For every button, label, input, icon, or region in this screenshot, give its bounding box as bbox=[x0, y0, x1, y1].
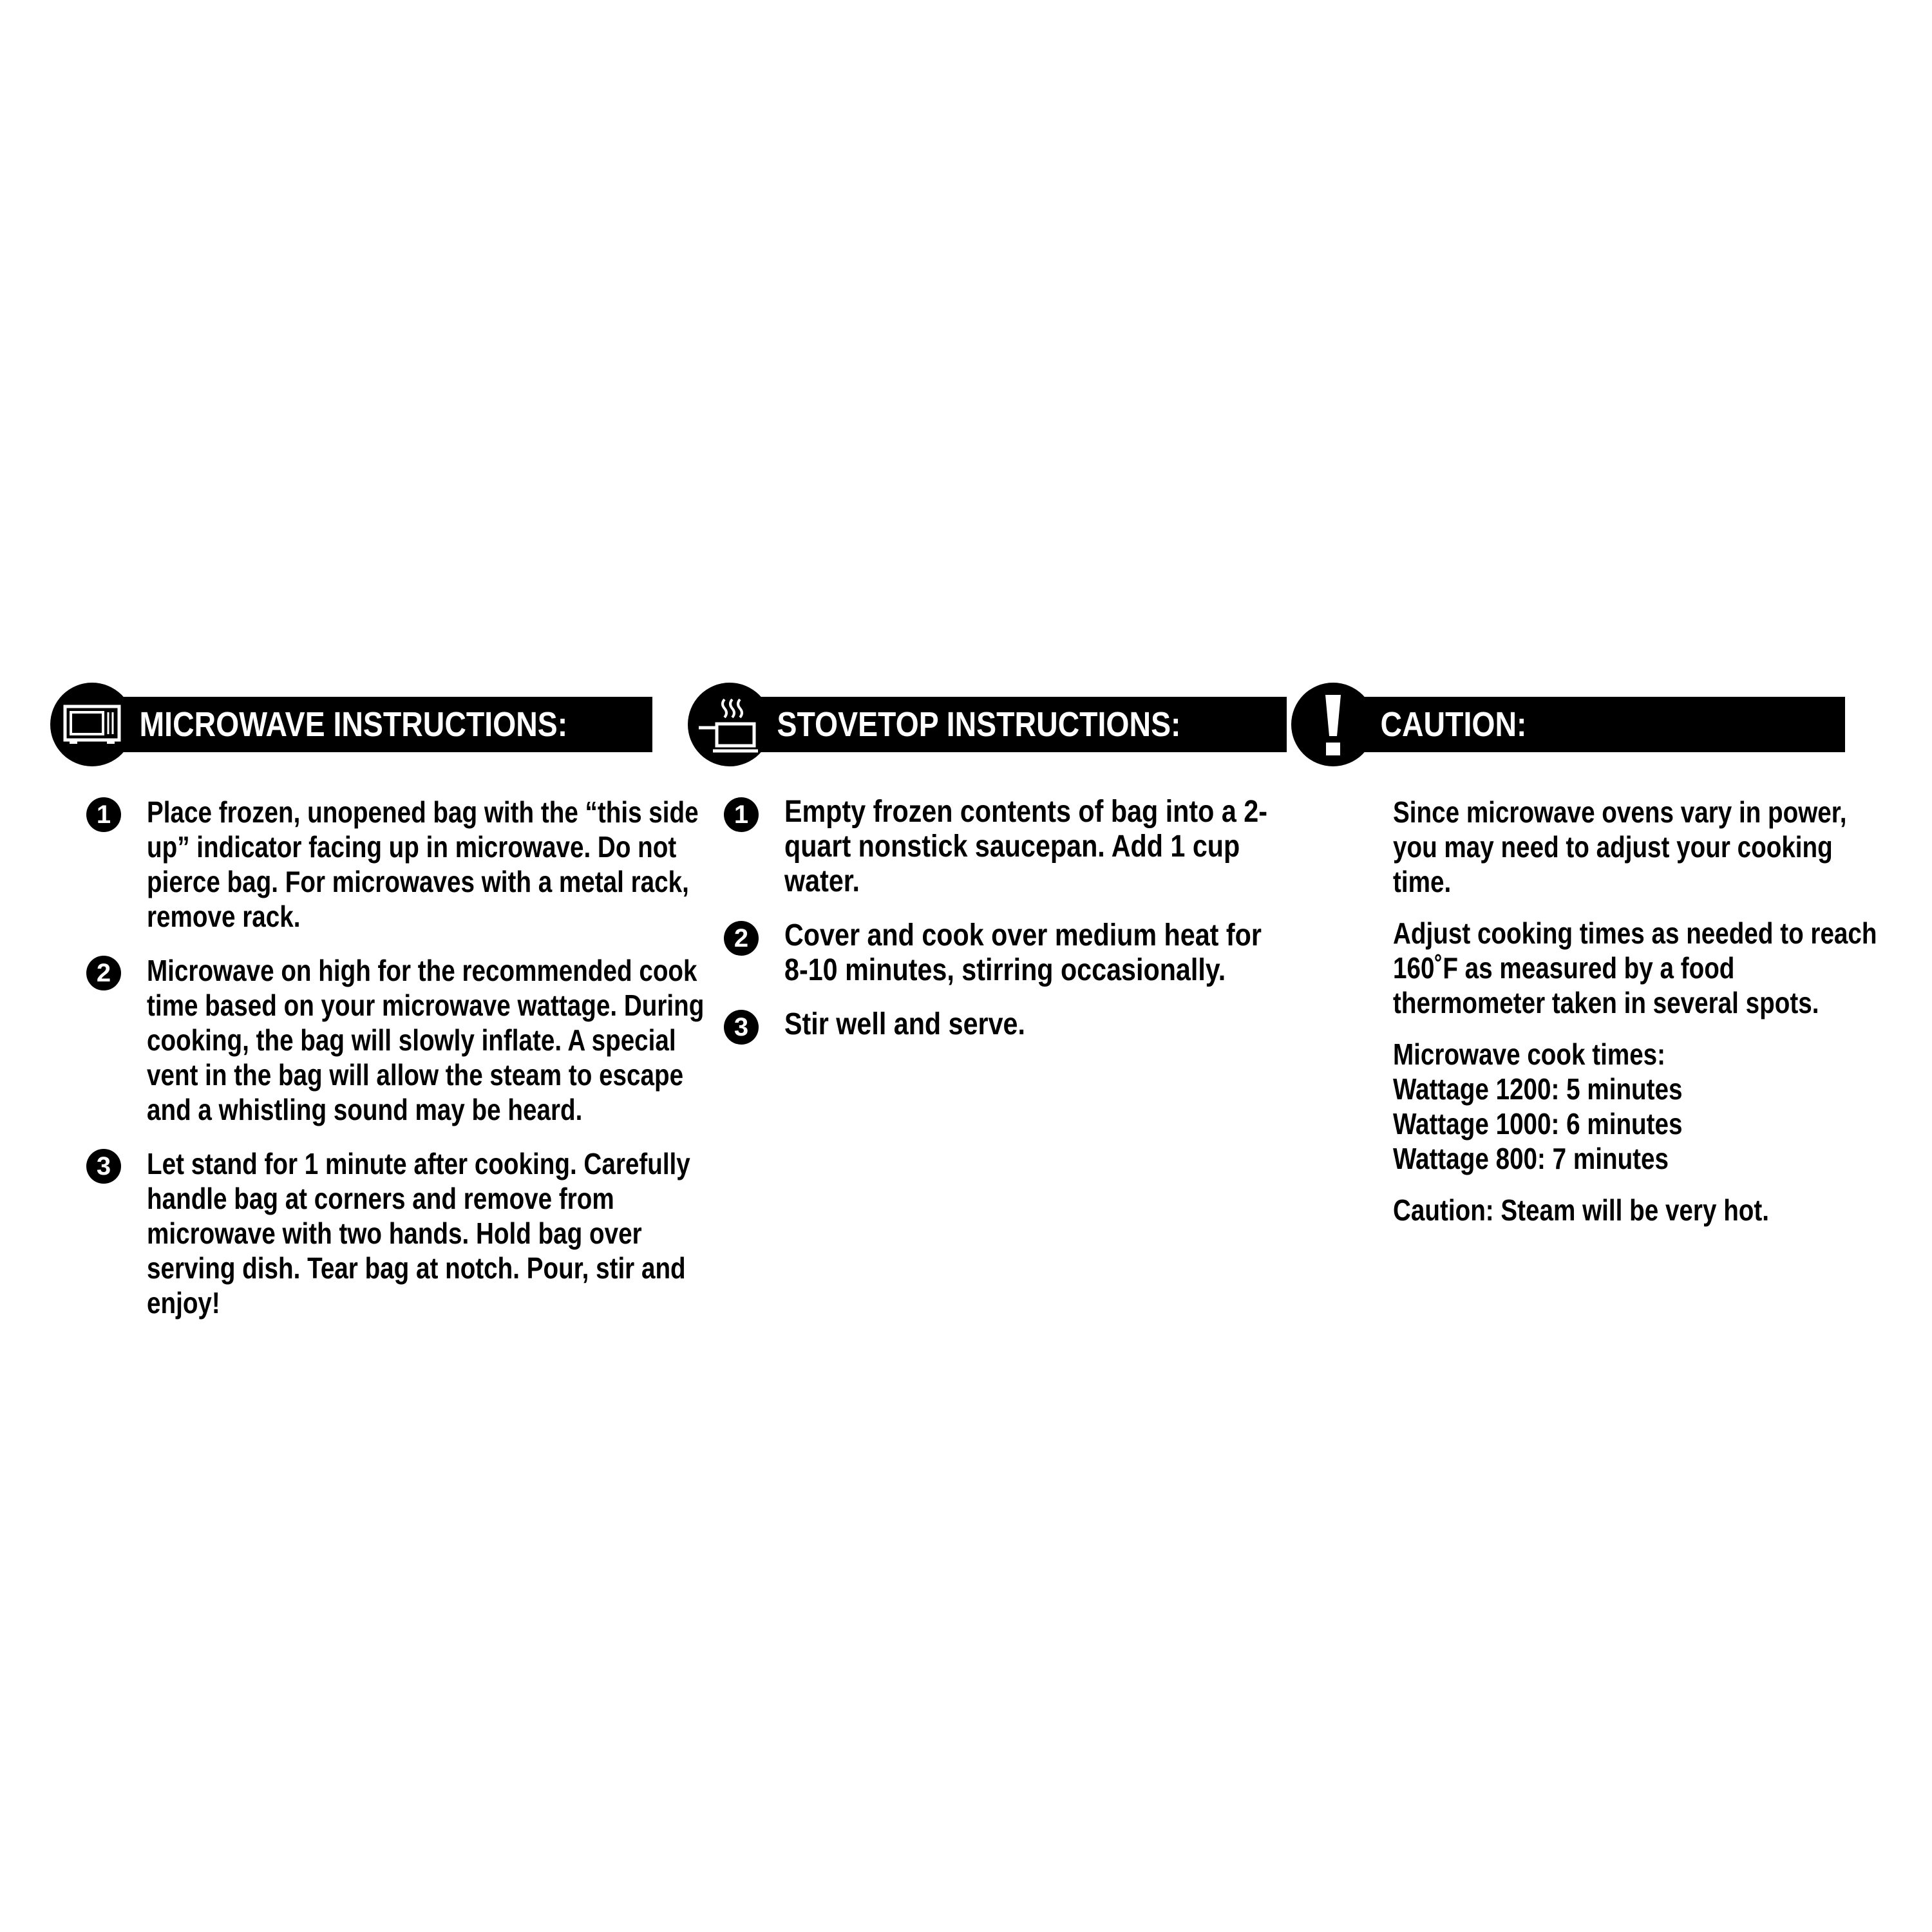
microwave-step-1-text: Place frozen, unopened bag with the “this side up” indicator facing up in microwave. Do not pierce bag. For microwaves with a metal rack, remove rack. bbox=[147, 795, 699, 933]
step-number-2: 2 bbox=[724, 921, 759, 956]
microwave-step-2 bbox=[50, 953, 705, 1127]
stovetop-title: STOVETOP INSTRUCTIONS: bbox=[777, 705, 1181, 744]
stovetop-step-1-text: Empty frozen contents of bag into a 2-quart nonstick saucepan. Add 1 cup water. bbox=[784, 795, 1267, 898]
cook-time-line: Wattage 1200: 5 minutes bbox=[1393, 1072, 1683, 1106]
stovetop-header-bar bbox=[739, 697, 1287, 752]
cook-times-heading: Microwave cook times: bbox=[1393, 1037, 1666, 1071]
cook-time-line: Wattage 1000: 6 minutes bbox=[1393, 1107, 1683, 1141]
step-number-1: 1 bbox=[86, 797, 121, 832]
step-number-1: 1 bbox=[724, 797, 759, 832]
microwave-title: MICROWAVE INSTRUCTIONS: bbox=[139, 705, 568, 744]
stovetop-step-3-text: Stir well and serve. bbox=[784, 1007, 1025, 1041]
stovetop-step-2-text: Cover and cook over medium heat for 8-10 minutes, stirring occasionally. bbox=[784, 918, 1262, 987]
exclamation-icon bbox=[1291, 683, 1375, 766]
step-number-2: 2 bbox=[86, 956, 121, 990]
cook-times-block bbox=[1393, 1037, 1891, 1176]
microwave-step-1 bbox=[50, 795, 699, 934]
caution-header-bar bbox=[1343, 697, 1845, 752]
microwave-icon bbox=[50, 683, 134, 766]
caution-paragraph-1: Since microwave ovens vary in power, you may need to adjust your cooking time. bbox=[1393, 795, 1847, 898]
saucepan-icon bbox=[688, 683, 772, 766]
step-number-3: 3 bbox=[86, 1149, 121, 1184]
cook-time-line: Wattage 800: 7 minutes bbox=[1393, 1142, 1669, 1175]
microwave-step-3-text: Let stand for 1 minute after cooking. Carefully handle bag at corners and remove from microwave with two hands. Hold bag over serving dish. Tear bag at notch. Pour, stir and enjoy! bbox=[147, 1147, 690, 1320]
caution-title: CAUTION: bbox=[1380, 705, 1527, 744]
caution-panel bbox=[1291, 683, 1909, 1244]
microwave-step-3 bbox=[50, 1146, 694, 1320]
stovetop-step-3 bbox=[688, 1007, 1306, 1042]
stovetop-step-2 bbox=[688, 918, 1306, 988]
microwave-header bbox=[50, 683, 694, 766]
caution-body bbox=[1291, 795, 1909, 1227]
steam-warning: Caution: Steam will be very hot. bbox=[1393, 1193, 1769, 1227]
stovetop-header bbox=[688, 683, 1306, 766]
microwave-step-2-text: Microwave on high for the recommended cook time based on your microwave wattage. During cooking, the bag will slowly inflate. A special vent in the bag will allow the steam to escape and a whistling sound may be heard. bbox=[147, 954, 705, 1126]
caution-paragraph-2: Adjust cooking times as needed to reach 160˚F as measured by a food thermometer taken in several spots. bbox=[1393, 916, 1877, 1019]
stovetop-step-1 bbox=[688, 795, 1306, 899]
stovetop-instructions-panel bbox=[688, 683, 1306, 1061]
microwave-instructions-panel bbox=[50, 683, 705, 1340]
caution-header bbox=[1291, 683, 1909, 766]
microwave-steps bbox=[50, 795, 705, 1320]
microwave-header-bar bbox=[102, 697, 652, 752]
stovetop-steps bbox=[688, 795, 1306, 1042]
step-number-3: 3 bbox=[724, 1010, 759, 1045]
